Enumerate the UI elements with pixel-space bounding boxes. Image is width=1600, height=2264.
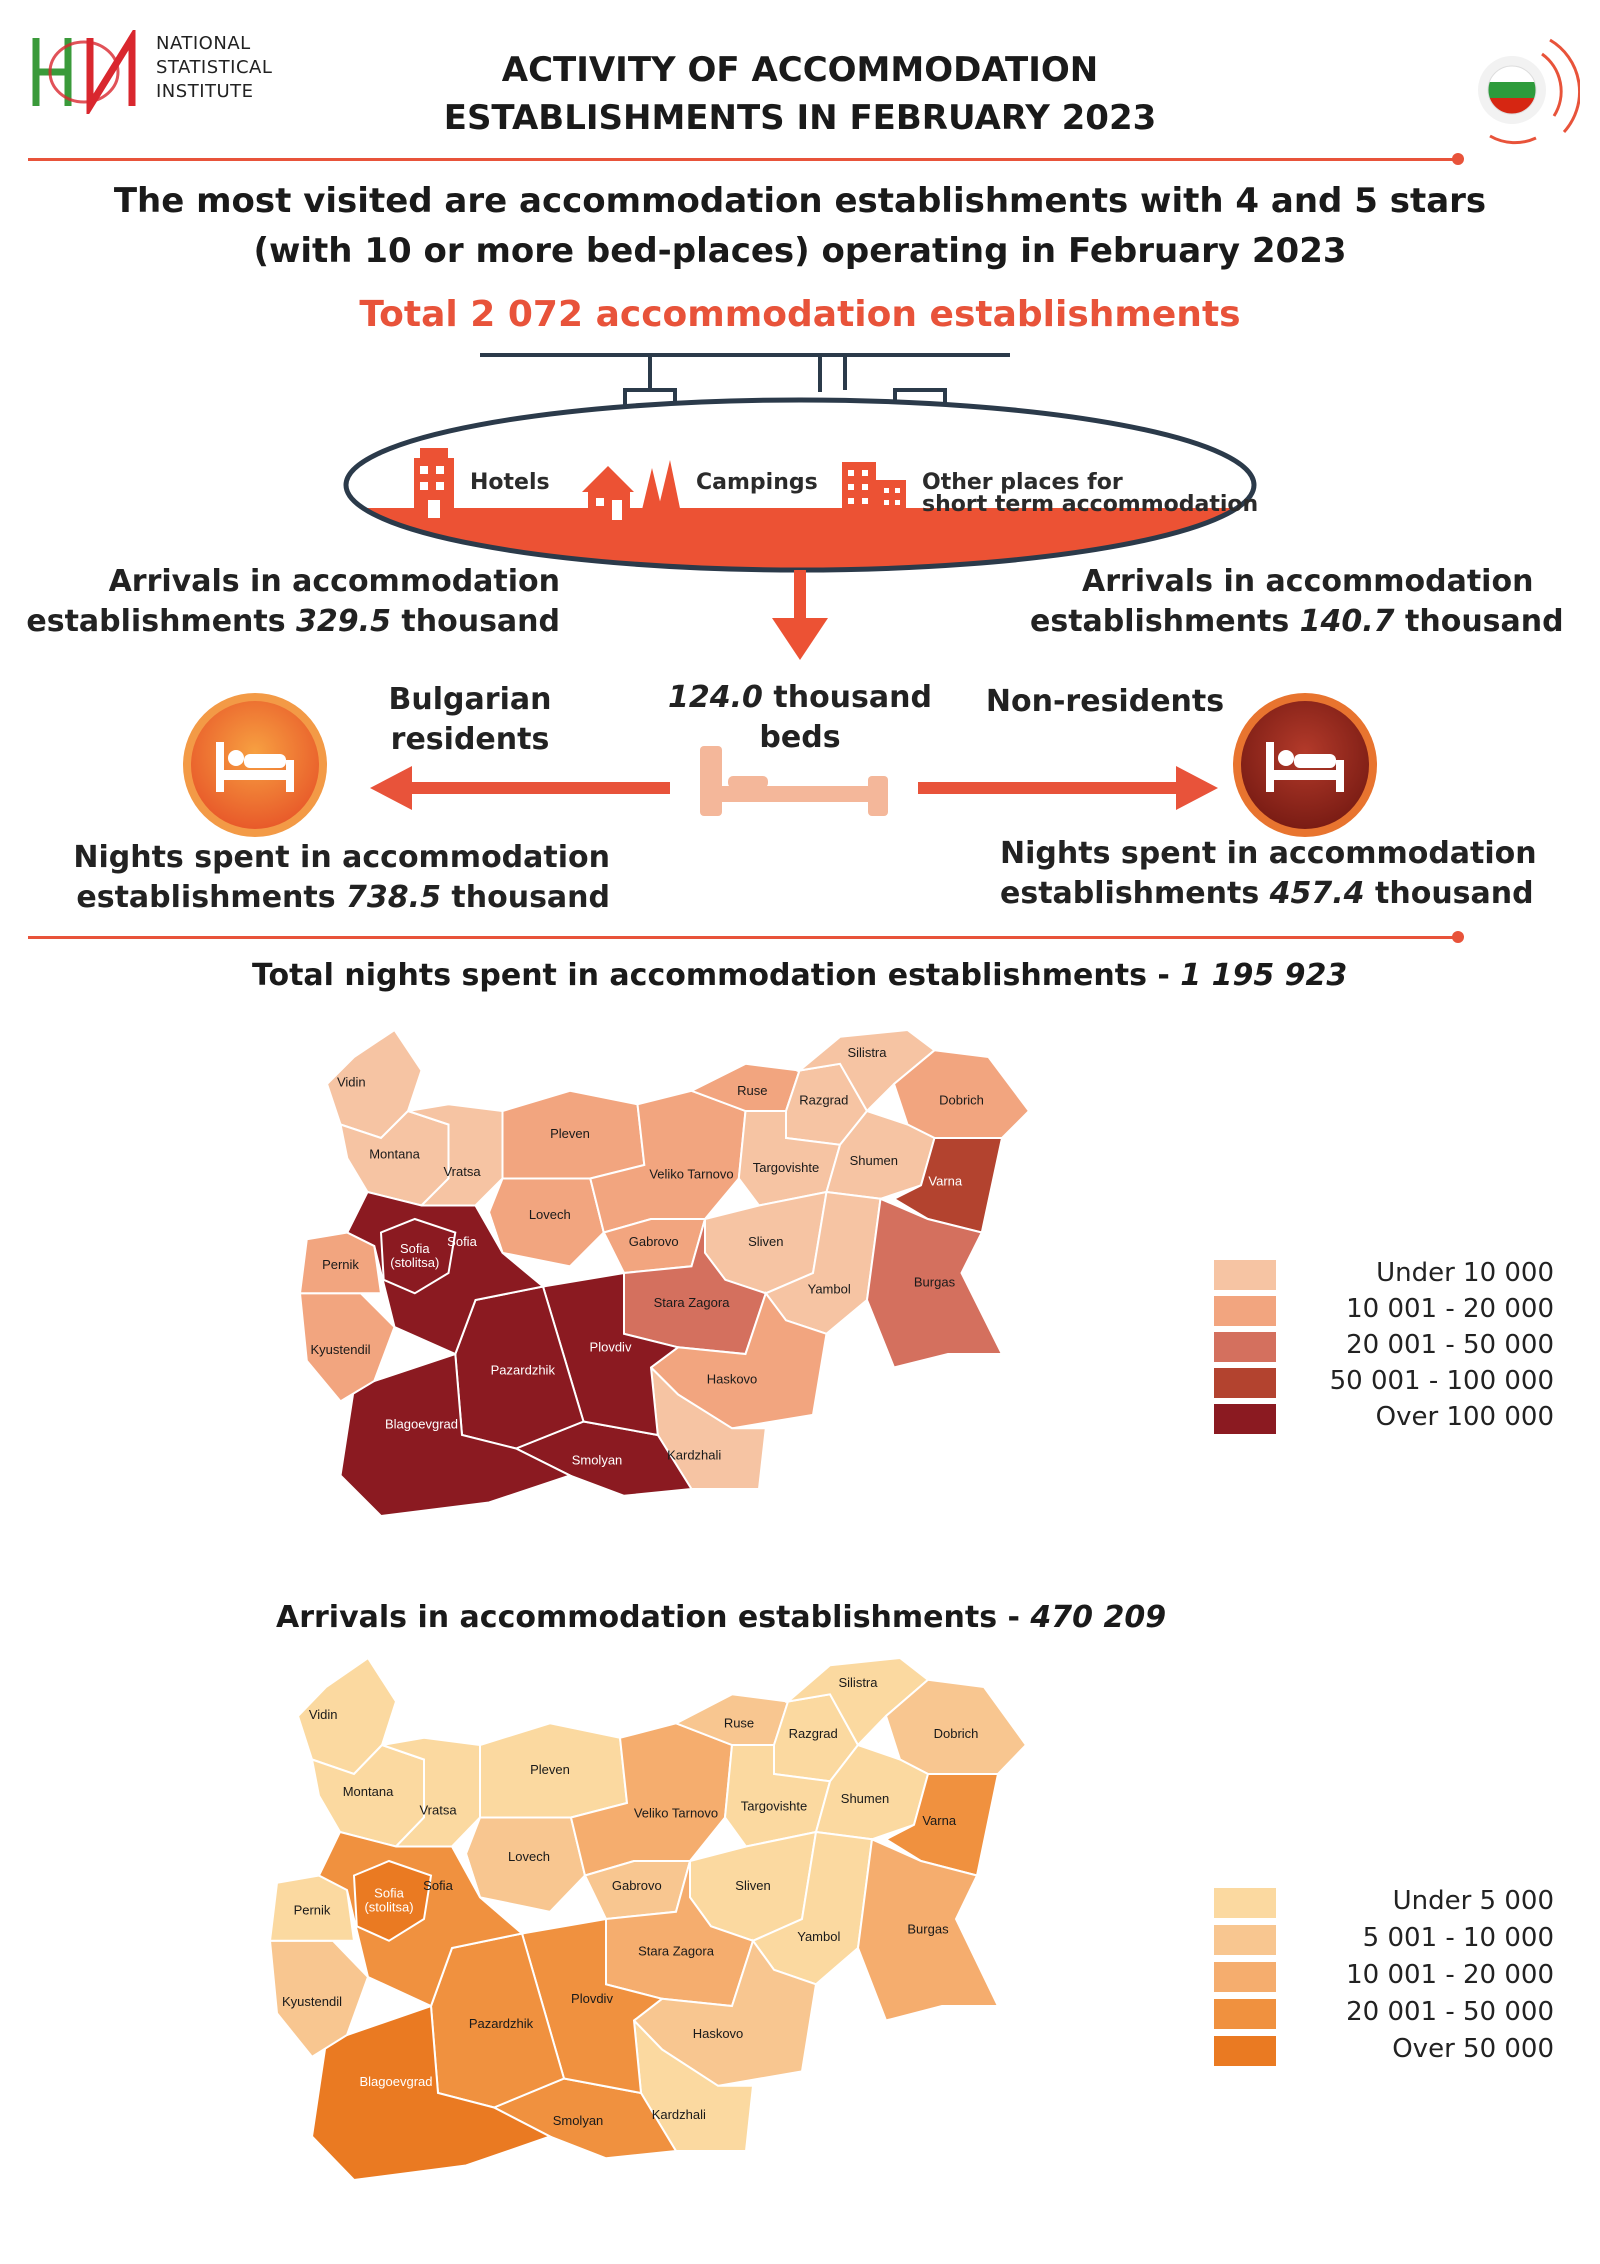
legend-item <box>1214 1256 1554 1292</box>
stat-unit: thousand <box>390 604 560 639</box>
headline <box>60 176 1540 276</box>
stat-unit: thousand <box>1394 604 1564 639</box>
stat-prefix: establishments <box>1000 876 1270 911</box>
legend-item <box>1214 1328 1554 1364</box>
region-label: Haskovo <box>706 1371 758 1387</box>
region-label: Sofia (stolitsa) <box>390 1240 440 1270</box>
region-label: Vratsa <box>419 1802 457 1818</box>
region-label: Plovdiv <box>589 1339 632 1355</box>
residents-nights-value: 738.5 <box>346 880 441 915</box>
legend-swatch <box>1214 1296 1276 1326</box>
legend-swatch <box>1214 2036 1276 2066</box>
region-label: Silistra <box>838 1675 878 1690</box>
type-label-line: short term accommodation <box>922 492 1259 517</box>
title-prefix: Total nights spent in accommodation establishments - <box>252 958 1181 993</box>
region-label: Blagoevgrad <box>385 1416 458 1432</box>
region-label: Montana <box>369 1146 420 1162</box>
logo-line: STATISTICAL <box>156 57 273 78</box>
logo-line: NATIONAL <box>156 33 251 54</box>
region-label: Burgas <box>907 1921 949 1937</box>
total-prefix: Total <box>359 294 471 335</box>
arrivals-total-value: 470 209 <box>1030 1600 1167 1635</box>
legend-swatch <box>1214 1999 1276 2029</box>
arrivals-map-title <box>276 1600 1166 1635</box>
title-line: ESTABLISHMENTS IN FEBRUARY 2023 <box>443 98 1157 138</box>
region-label: Kardzhali <box>667 1447 722 1463</box>
region-label: Pazardzhik <box>490 1362 555 1378</box>
non-residents-label: Non-residents <box>985 684 1225 719</box>
region-label: Pazardzhik <box>468 2015 534 2031</box>
divider-dot <box>1452 931 1464 943</box>
legend-item <box>1214 1400 1554 1436</box>
legend-swatch <box>1214 1962 1276 1992</box>
stat-unit: thousand <box>1364 876 1534 911</box>
total-value: 2 072 <box>470 294 584 335</box>
header-divider <box>28 158 1458 161</box>
stat-prefix: establishments <box>1030 604 1300 639</box>
non-residents-nights-value: 457.4 <box>1269 876 1365 911</box>
residents-nights <box>20 838 610 918</box>
legend-item <box>1214 1364 1554 1400</box>
region-label: Smolyan <box>552 2112 604 2128</box>
type-label-line: Other places for <box>922 470 1123 495</box>
bed-icon <box>698 740 898 824</box>
region-label: Veliko Tarnovo <box>649 1166 734 1182</box>
region-label: Pernik <box>293 1902 331 1918</box>
legend-label: 20 001 - 50 000 <box>1346 1330 1554 1360</box>
headline-line: The most visited are accommodation establishments with 4 and 5 stars <box>113 181 1487 221</box>
region-label: Shumen <box>840 1791 890 1806</box>
institute-name <box>156 32 272 104</box>
legend-swatch <box>1214 1404 1276 1434</box>
legend-label: 5 001 - 10 000 <box>1362 1923 1554 1953</box>
legend-label: Over 100 000 <box>1375 1402 1554 1432</box>
legend-swatch <box>1214 1332 1276 1362</box>
beds-value: 124.0 <box>668 680 763 715</box>
label-line: residents <box>390 722 550 757</box>
region-label: Shumen <box>849 1153 899 1168</box>
stat-unit: thousand <box>440 880 610 915</box>
region-label: Targovishte <box>740 1798 808 1814</box>
region-label: Burgas <box>913 1274 956 1290</box>
non-residents-arrivals-value: 140.7 <box>1299 604 1395 639</box>
region-label: Vidin <box>308 1706 338 1722</box>
region-label: Plovdiv <box>571 1991 613 2007</box>
legend-item <box>1214 1292 1554 1328</box>
legend-label: 10 001 - 20 000 <box>1346 1294 1554 1324</box>
region-label: Silistra <box>847 1045 887 1060</box>
region-label: Yambol <box>797 1928 841 1944</box>
hotel-building-icon <box>410 448 458 520</box>
type-label-hotels: Hotels <box>470 470 550 495</box>
legend-item <box>1214 1995 1554 2031</box>
region-label: Stara Zagora <box>638 1943 714 1959</box>
legend-label: 20 001 - 50 000 <box>1346 1997 1554 2027</box>
bulgaria-flag-icon <box>1450 20 1580 150</box>
region-label: Blagoevgrad <box>359 2073 433 2089</box>
legend-swatch <box>1214 1368 1276 1398</box>
camping-house-trees-icon <box>578 458 682 522</box>
region-label: Vratsa <box>443 1163 481 1179</box>
region-label: Smolyan <box>571 1452 623 1468</box>
region-label: Varna <box>922 1812 957 1828</box>
arrow-right-icon <box>908 748 1218 828</box>
legend-item <box>1214 2032 1554 2068</box>
region-label: Pernik <box>322 1257 359 1272</box>
legend-label: 50 001 - 100 000 <box>1329 1366 1554 1396</box>
residents-arrivals-value: 329.5 <box>296 604 391 639</box>
legend-item <box>1214 1921 1554 1957</box>
stat-line: Arrivals in accommodation <box>108 564 560 599</box>
legend-label: Under 10 000 <box>1376 1258 1554 1288</box>
region-label: Ruse <box>723 1715 755 1731</box>
region-label: Gabrovo <box>611 1878 662 1893</box>
region-lovech <box>466 1818 585 1912</box>
beds-unit: thousand <box>762 680 932 715</box>
region-label: Sofia <box>423 1878 453 1893</box>
legend-item <box>1214 1884 1554 1920</box>
region-label: Haskovo <box>692 2025 744 2041</box>
region-label: Lovech <box>508 1849 550 1864</box>
region-label: Pleven <box>530 1762 570 1777</box>
arrow-left-icon <box>370 748 680 828</box>
nsi-logo-icon <box>28 30 152 114</box>
region-label: Kyustendil <box>310 1342 371 1357</box>
region-label: Kardzhali <box>651 2107 706 2123</box>
legend-swatch <box>1214 1925 1276 1955</box>
non-residents-hotel-icon <box>1230 690 1380 840</box>
region-label: Dobrich <box>939 1092 984 1108</box>
divider-dot <box>1452 153 1464 165</box>
region-lovech <box>489 1179 604 1267</box>
arrivals-choropleth-map <box>260 1648 1130 2248</box>
headline-line: (with 10 or more bed-places) operating in February 2023 <box>253 231 1347 271</box>
total-suffix: accommodation establishments <box>583 294 1241 335</box>
legend-swatch <box>1214 1888 1276 1918</box>
legend-item <box>1214 1958 1554 1994</box>
stat-line: Nights spent in accommodation <box>73 840 610 875</box>
region-label: Kyustendil <box>282 1994 342 2009</box>
region-label: Sofia (stolitsa) <box>364 1885 414 1915</box>
non-residents-arrivals <box>1030 562 1570 642</box>
other-buildings-icon <box>840 458 908 520</box>
region-label: Sliven <box>735 1878 771 1893</box>
legend-label: Over 50 000 <box>1392 2034 1554 2064</box>
region-label: Targovishte <box>752 1159 820 1175</box>
region-label: Razgrad <box>799 1092 849 1108</box>
total-establishments <box>200 294 1400 335</box>
region-label: Yambol <box>807 1281 851 1297</box>
stat-prefix: establishments <box>26 604 297 639</box>
stat-prefix: establishments <box>76 880 347 915</box>
type-label-campings: Campings <box>696 470 818 495</box>
non-residents-nights <box>1000 834 1560 914</box>
region-label: Sofia <box>447 1234 477 1249</box>
beds-label: beds <box>759 720 841 755</box>
label-line: Bulgarian <box>388 682 552 717</box>
nights-choropleth-map <box>290 1020 1130 1580</box>
legend-swatch <box>1214 1260 1276 1290</box>
logo-line: INSTITUTE <box>156 81 254 102</box>
region-label: Gabrovo <box>628 1234 679 1249</box>
region-label: Montana <box>342 1783 394 1799</box>
page-title <box>300 46 1300 142</box>
nights-total-value: 1 195 923 <box>1180 958 1348 993</box>
region-label: Razgrad <box>788 1725 838 1741</box>
region-label: Veliko Tarnovo <box>633 1805 719 1821</box>
stat-line: Nights spent in accommodation <box>1000 836 1537 871</box>
region-label: Pleven <box>550 1126 590 1141</box>
legend-label: 10 001 - 20 000 <box>1346 1960 1554 1990</box>
residents-hotel-icon <box>180 690 330 840</box>
region-label: Lovech <box>528 1207 571 1222</box>
region-label: Ruse <box>737 1082 768 1098</box>
region-label: Sliven <box>748 1234 784 1249</box>
region-label: Varna <box>928 1173 963 1189</box>
region-label: Stara Zagora <box>653 1294 730 1310</box>
stat-line: Arrivals in accommodation <box>1082 564 1534 599</box>
title-line: ACTIVITY OF ACCOMMODATION <box>501 50 1099 90</box>
legend-label: Under 5 000 <box>1392 1886 1554 1916</box>
residents-arrivals <box>20 562 560 642</box>
title-prefix: Arrivals in accommodation establishments - <box>276 1600 1031 1635</box>
region-label: Vidin <box>336 1074 366 1090</box>
region-label: Dobrich <box>933 1725 979 1741</box>
type-label-other <box>922 472 1258 516</box>
nights-map-title <box>252 958 1347 993</box>
section-divider <box>28 936 1458 939</box>
